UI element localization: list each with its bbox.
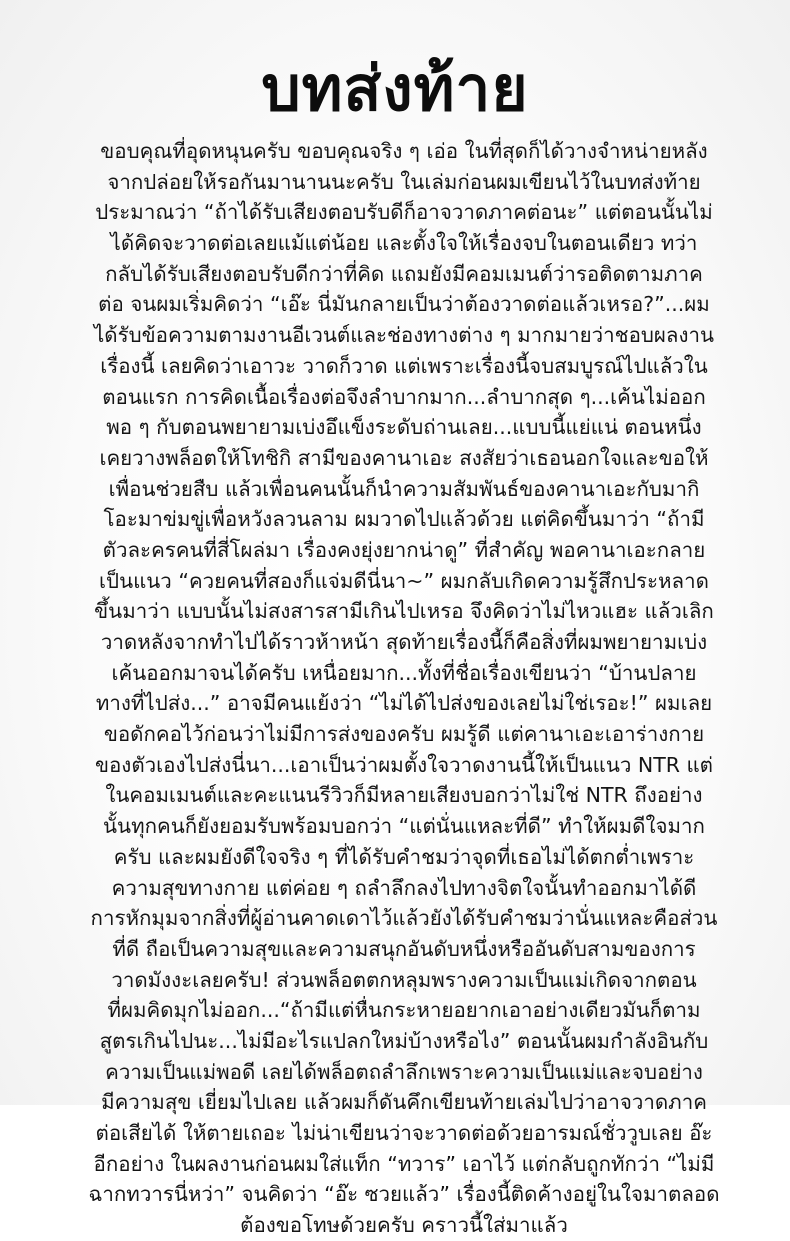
body-line: ทางที่ไปส่ง...” อาจมีคนแย้งว่า “ไม่ได้ไปส่งของเลยไม่ใช่เรอะ!” ผมเลย (95, 691, 713, 716)
body-line: เคยวางพล็อตให้โทชิกิ สามีของคานาเอะ สงสัยว่าเธอนอกใจและขอให้ (99, 445, 709, 470)
body-line: มีความสุข เยี่ยมไปเลย แล้วผมก็ดันคึกเขียนท้ายเล่มไปว่าอาจวาดภาค (101, 1090, 707, 1115)
body-line: การหักมุมจากสิ่งที่ผู้อ่านคาดเดาไว้แล้วยังได้รับคำชมว่านั่นแหละคือส่วน (90, 906, 718, 931)
body-line: ได้รับข้อความตามงานอีเวนต์และช่องทางต่าง ๆ มากมายว่าชอบผลงาน (93, 323, 715, 348)
body-line: ต้องขอโทษด้วยครับ คราวนี้ใส่มาแล้ว (240, 1213, 568, 1238)
body-line: กลับได้รับเสียงตอบรับดีกว่าที่คิด แถมยังมีคอมเมนต์ว่ารอติดตามภาค (105, 261, 703, 286)
body-line: วาดมังงะเลยครับ! ส่วนพล็อตตกหลุมพรางความเป็นแม่เกิดจากตอน (111, 967, 697, 992)
body-line: ตัวละครคนที่สี่โผล่มา เรื่องคงยุ่งยากน่าดู” ที่สำคัญ พอคานาเอะกลาย (102, 537, 706, 562)
body-line: พอ ๆ กับตอนพยายามเบ่งอึแข็งระดับถ่านเลย...แบบนี้แย่แน่ ตอนหนึ่ง (106, 415, 702, 440)
page-title: บทส่งท้าย (261, 52, 529, 125)
body-line: วาดหลังจากทำไปได้ราวห้าหน้า สุดท้ายเรื่องนี้ก็คือสิ่งที่ผมพยายามเบ่ง (100, 630, 708, 654)
body-line: ฉากทวารนี่หว่า” จนคิดว่า “อ๊ะ ซวยแล้ว” เรื่องนี้ติดค้างอยู่ในใจมาตลอด (88, 1182, 720, 1207)
body-line: ขอบคุณที่อุดหนุนครับ ขอบคุณจริง ๆ เอ่อ ในที่สุดก็ได้วางจำหน่ายหลัง (100, 139, 708, 163)
afterword-body (70, 136, 738, 1241)
body-line: ได้คิดจะวาดต่อเลยแม้แต่น้อย และตั้งใจให้เรื่องจบในตอนเดียว ทว่า (110, 231, 698, 256)
body-line: เรื่องนี้ เลยคิดว่าเอาวะ วาดก็วาด แต่เพราะเรื่องนี้จบสมบูรณ์ไปแล้วใน (100, 353, 708, 378)
body-line: โอะมาข่มขู่เพื่อหวังลวนลาม ผมวาดไปแล้วด้วย แต่คิดขึ้นมาว่า “ถ้ามี (103, 507, 705, 532)
body-line: นั้นทุกคนก็ยังยอมรับพร้อมบอกว่า “แต่นั่นแหละที่ดี” ทำให้ผมดีใจมาก (103, 814, 705, 839)
body-line: ตอนแรก การคิดเนื้อเรื่องต่อจึงลำบากมาก...ลำบากสุด ๆ...เค้นไม่ออก (102, 384, 706, 409)
body-line: จากปล่อยให้รอกันมานานนะครับ ในเล่มก่อนผมเขียนไว้ในบทส่งท้าย (107, 169, 701, 194)
body-line: ครับ และผมยังดีใจจริง ๆ ที่ได้รับคำชมว่าจุดที่เธอไม่ได้ตกต่ำเพราะ (113, 844, 695, 869)
body-line: สูตรเกินไปนะ...ไม่มีอะไรแปลกใหม่บ้างหรือไง” ตอนนั้นผมกำลังอินกับ (99, 1028, 709, 1053)
body-line: ในคอมเมนต์และคะแนนรีวิวก็มีหลายเสียงบอกว่าไม่ใช่ NTR ถึงอย่าง (105, 783, 703, 808)
body-line: ความสุขทางกาย แต่ค่อย ๆ ถลำลึกลงไปทางจิตใจนั้นทำออกมาได้ดี (111, 875, 697, 900)
body-line: เค้นออกมาจนได้ครับ เหนื่อยมาก...ทั้งที่ชื่อเรื่องเขียนว่า “บ้านปลาย (111, 660, 697, 685)
body-line: เพื่อนช่วยสืบ แล้วเพื่อนคนนั้นก็นำความสัมพันธ์ของคานาเอะกับมากิ (108, 476, 700, 501)
body-line: ที่ดี ถือเป็นความสุขและความสนุกอันดับหนึ่งหรืออันดับสามของการ (112, 936, 696, 961)
body-line: ประมาณว่า “ถ้าได้รับเสียงตอบรับดีก็อาจวาดภาคต่อนะ” แต่ตอนนั้นไม่ (95, 200, 713, 225)
body-line: ต่อ จนผมเริ่มคิดว่า “เอ๊ะ นี่มันกลายเป็นว่าต้องวาดต่อแล้วเหรอ?”...ผม (98, 292, 710, 317)
body-line: ต่อเสียได้ ให้ตายเถอะ ไม่น่าเขียนว่าจะวาดต่อด้วยอารมณ์ชั่ววูบเลย อ๊ะ (95, 1121, 713, 1145)
body-line: ขึ้นมาว่า แบบนั้นไม่สงสารสามีเกินไปเหรอ จึงคิดว่าไม่ไหวแฮะ แล้วเลิก (94, 599, 714, 624)
body-line: ความเป็นแม่พอดี เลยได้พล็อตถลำลึกเพราะความเป็นแม่และจบอย่าง (105, 1059, 703, 1084)
body-line: เป็นแนว “ควยคนที่สองก็แจ่มดีนี่นา~” ผมกลับเกิดความรู้สึกประหลาด (99, 568, 709, 593)
body-line: ที่ผมคิดมุกไม่ออก...“ถ้ามีแต่หื่นกระหายอยากเอาอย่างเดียวมันก็ตาม (107, 998, 701, 1023)
body-line: อีกอย่าง ในผลงานก่อนผมใส่แท็ก “ทวาร” เอาไว้ แต่กลับถูกทักว่า “ไม่มี (93, 1151, 715, 1176)
body-line: ขอดักคอไว้ก่อนว่าไม่มีการส่งของครับ ผมรู้ดี แต่คานาเอะเอาร่างกาย (103, 722, 705, 747)
body-line: ของตัวเองไปส่งนี่นา...เอาเป็นว่าผมตั้งใจวาดงานนี้ให้เป็นแนว NTR แต่ (94, 752, 713, 777)
